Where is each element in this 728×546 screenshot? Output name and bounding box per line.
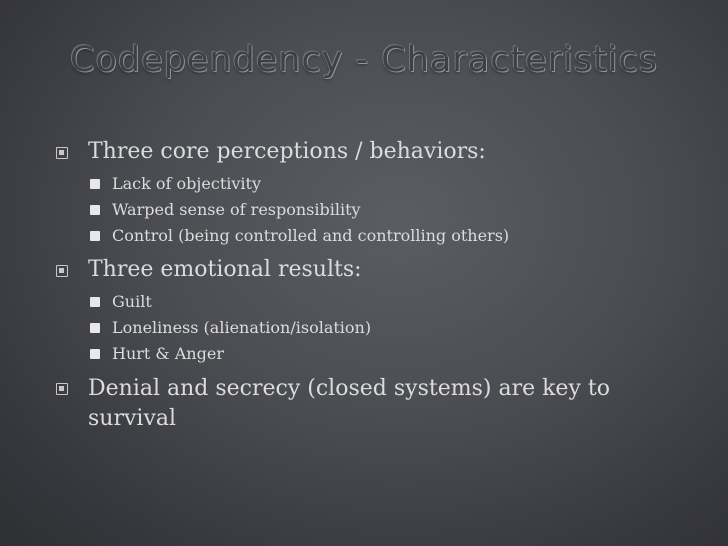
sub-bullet-item [88,224,704,248]
sub-bullet-text: Guilt [112,292,152,311]
bullet-item [54,256,704,284]
bullet-text: Three emotional results: [88,257,362,282]
square-bullet-icon [90,323,100,333]
sub-bullet-item [88,290,704,314]
square-bullet-icon [90,205,100,215]
sub-bullet-list [88,290,704,366]
sub-bullet-text: Hurt & Anger [112,344,224,363]
sub-bullet-text: Warped sense of responsibility [112,200,361,219]
sub-bullet-item [88,316,704,340]
sub-bullet-list [88,172,704,248]
square-bullet-icon [56,383,68,395]
slide-title: Codependency - Characteristics [70,40,658,80]
square-bullet-icon [90,179,100,189]
bullet-item [54,138,704,166]
bullet-text: Denial and secrecy (closed systems) are key to survival [88,376,610,431]
sub-bullet-text: Control (being controlled and controlling others) [112,226,510,245]
sub-bullet-item [88,198,704,222]
bullet-list [54,138,704,440]
square-bullet-icon [56,265,68,277]
sub-bullet-item [88,172,704,196]
sub-bullet-text: Lack of objectivity [112,174,261,193]
square-bullet-icon [90,349,100,359]
square-bullet-icon [90,231,100,241]
square-bullet-icon [90,297,100,307]
bullet-item [54,374,704,434]
bullet-text: Three core perceptions / behaviors: [88,139,486,164]
sub-bullet-item [88,342,704,366]
sub-bullet-text: Loneliness (alienation/isolation) [112,318,372,337]
square-bullet-icon [56,147,68,159]
